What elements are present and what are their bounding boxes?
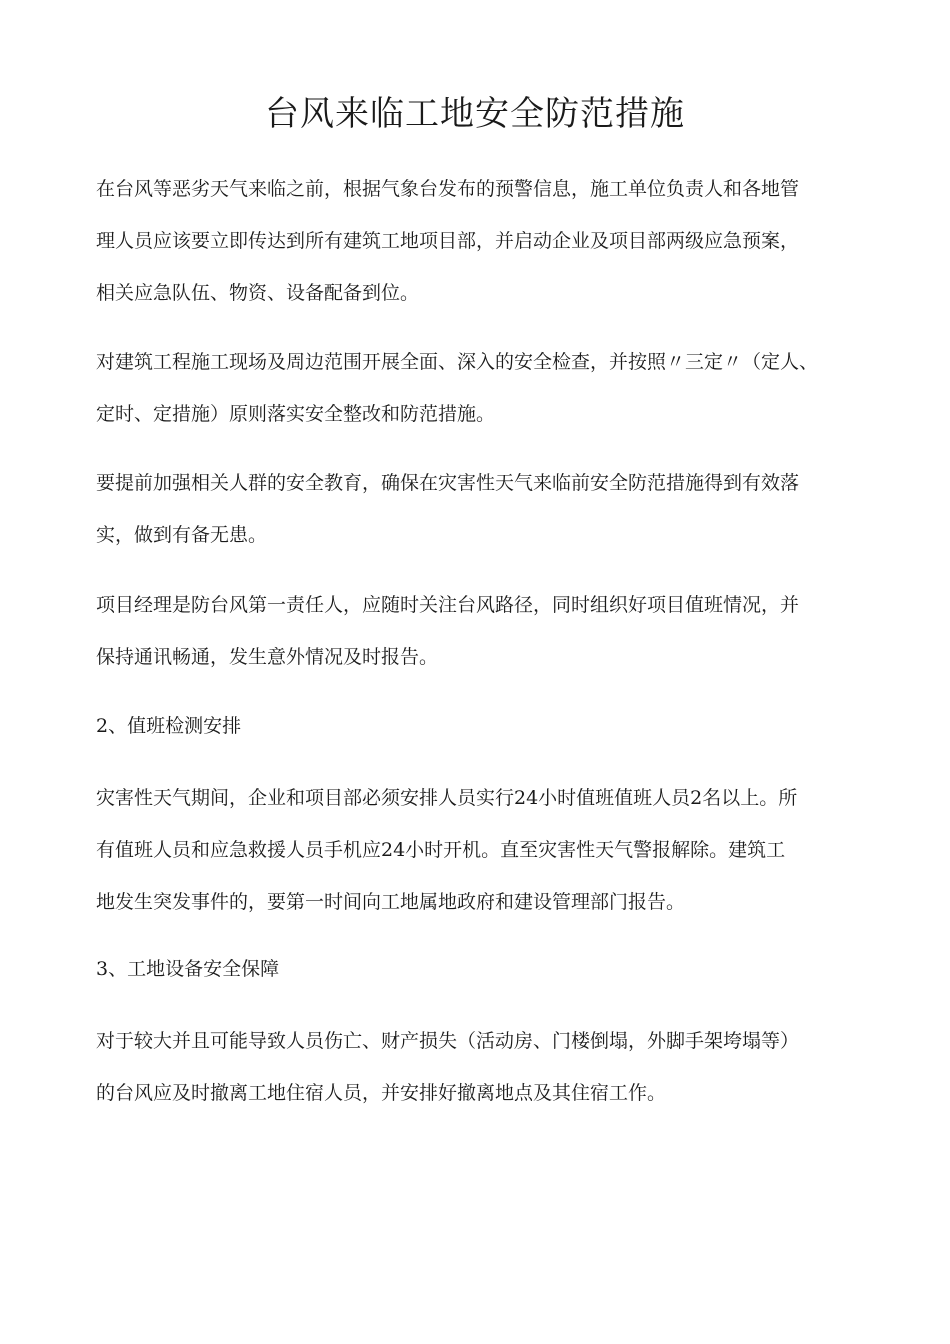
section-heading-equipment-safety xyxy=(96,943,866,995)
paragraph-line: 要提前加强相关人群的安全教育，确保在灾害性天气来临前安全防范措施得到有效落 xyxy=(96,472,800,494)
paragraph-line: 灾害性天气期间，企业和项目部必须安排人员实行24小时值班值班人员2名以上。所 xyxy=(96,787,798,809)
paragraph-safety-education xyxy=(96,457,866,561)
paragraph-line: 定时、定措施）原则落实安全整改和防范措施。 xyxy=(96,403,496,425)
paragraph-project-manager xyxy=(96,579,866,683)
paragraph-line: 实，做到有备无患。 xyxy=(96,524,268,546)
paragraph-line: 有值班人员和应急救援人员手机应24小时开机。直至灾害性天气警报解除。建筑工 xyxy=(96,839,786,861)
section-heading-duty-monitoring xyxy=(96,700,866,752)
paragraph-line: 3、工地设备安全保障 xyxy=(96,958,280,980)
paragraph-safety-inspection xyxy=(96,336,866,440)
paragraph-line: 保持通讯畅通，发生意外情况及时报告。 xyxy=(96,646,439,668)
paragraph-line: 2、值班检测安排 xyxy=(96,715,242,737)
paragraph-typhoon-preparation xyxy=(96,163,866,319)
paragraph-line: 地发生突发事件的，要第一时间向工地属地政府和建设管理部门报告。 xyxy=(96,891,686,913)
paragraph-line: 对建筑工程施工现场及周边范围开展全面、深入的安全检查，并按照〃三定〃（定人、 xyxy=(96,351,819,373)
document-title: 台风来临工地安全防范措施 xyxy=(265,94,685,134)
paragraph-duty-arrangement xyxy=(96,772,866,928)
paragraph-line: 的台风应及时撤离工地住宿人员，并安排好撤离地点及其住宿工作。 xyxy=(96,1082,667,1104)
paragraph-line: 项目经理是防台风第一责任人，应随时关注台风路径，同时组织好项目值班情况，并 xyxy=(96,594,800,616)
paragraph-line: 在台风等恶劣天气来临之前，根据气象台发布的预警信息，施工单位负责人和各地管 xyxy=(96,178,800,200)
paragraph-line: 相关应急队伍、物资、设备配备到位。 xyxy=(96,282,420,304)
paragraph-evacuation xyxy=(96,1015,866,1119)
paragraph-line: 理人员应该要立即传达到所有建筑工地项目部，并启动企业及项目部两级应急预案， xyxy=(96,230,800,252)
paragraph-line: 对于较大并且可能导致人员伤亡、财产损失（活动房、门楼倒塌，外脚手架垮塌等） xyxy=(96,1030,800,1052)
